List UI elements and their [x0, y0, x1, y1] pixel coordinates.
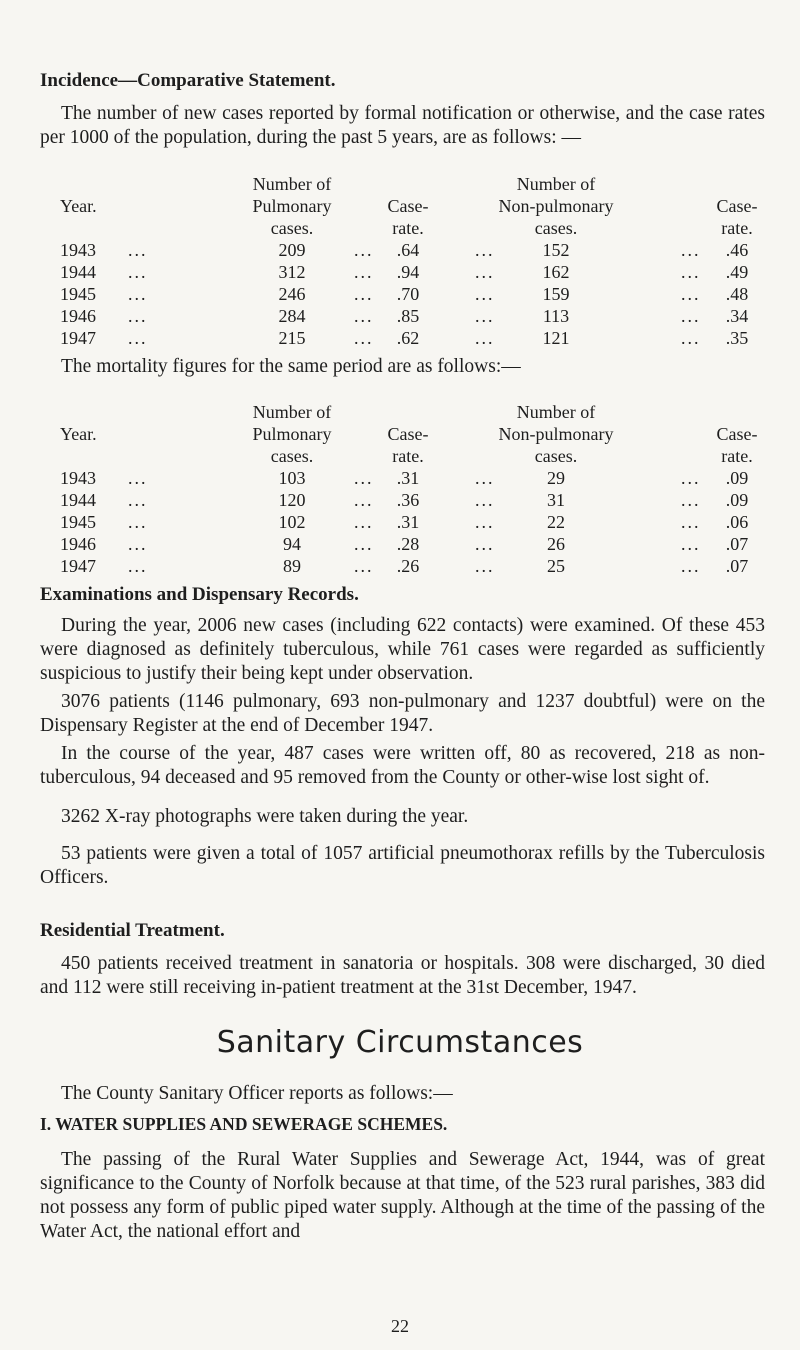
incidence-cell-rate: .64	[396, 240, 420, 260]
incidence-cell-nonpulm: 121	[542, 328, 570, 348]
incidence-header-nonpulm-2: Non-pulmonary	[498, 196, 614, 216]
incidence-cell-year: 1944	[60, 262, 96, 282]
mortality-leader-dots: ...	[354, 490, 374, 510]
mortality-leader-dots: ...	[354, 468, 374, 488]
incidence-header-rate2-2: rate.	[721, 218, 753, 238]
mortality-header-nonpulm-3: cases.	[534, 446, 578, 466]
mortality-leader-dots: ...	[354, 556, 374, 576]
residential-heading: Residential Treatment.	[40, 920, 225, 941]
incidence-cell-pulm: 215	[278, 328, 306, 348]
mortality-cell-rate: .36	[396, 490, 420, 510]
mortality-cell-rate: .28	[396, 534, 420, 554]
incidence-leader-dots: ...	[128, 328, 148, 348]
incidence-header-rate-1: Case-	[387, 196, 429, 216]
mortality-leader-dots: ...	[681, 468, 701, 488]
incidence-cell-pulm: 284	[278, 306, 306, 326]
mortality-cell-rate2: .09	[725, 468, 749, 488]
incidence-leader-dots: ...	[354, 284, 374, 304]
incidence-leader-dots: ...	[354, 240, 374, 260]
incidence-header-nonpulm-1: Number of	[516, 174, 596, 194]
incidence-cell-pulm: 246	[278, 284, 306, 304]
examinations-paragraph-1: During the year, 2006 new cases (including 622 contacts) were examined. Of these 453 were diagnosed as definitely tuberculous, while 761 cases were regarded as sufficiently suspicious to justify their being kept under observation.	[40, 615, 765, 684]
incidence-leader-dots: ...	[681, 284, 701, 304]
sanitary-intro: The County Sanitary Officer reports as follows:—	[61, 1083, 453, 1104]
mortality-header-rate-2: rate.	[392, 446, 424, 466]
incidence-cell-nonpulm: 159	[542, 284, 570, 304]
examinations-paragraph-5: 53 patients were given a total of 1057 artificial pneumothorax refills by the Tuberculosis Officers.	[40, 843, 765, 888]
mortality-cell-year: 1944	[60, 490, 96, 510]
incidence-leader-dots: ...	[681, 328, 701, 348]
mortality-header-pulm-2: Pulmonary	[252, 424, 332, 444]
mortality-leader-dots: ...	[475, 512, 495, 532]
mortality-leader-dots: ...	[128, 468, 148, 488]
examinations-paragraph-4: 3262 X-ray photographs were taken during the year.	[61, 806, 469, 827]
incidence-leader-dots: ...	[354, 306, 374, 326]
mortality-header-rate2-1: Case-	[716, 424, 758, 444]
mortality-cell-pulm: 102	[278, 512, 306, 532]
mortality-cell-pulm: 89	[283, 556, 301, 576]
mortality-cell-year: 1943	[60, 468, 96, 488]
mortality-leader-dots: ...	[354, 534, 374, 554]
mortality-header-pulm-1: Number of	[252, 402, 332, 422]
mortality-cell-rate2: .06	[725, 512, 749, 532]
mortality-cell-rate: .26	[396, 556, 420, 576]
incidence-leader-dots: ...	[475, 262, 495, 282]
mortality-cell-nonpulm: 25	[547, 556, 565, 576]
examinations-paragraph-2: 3076 patients (1146 pulmonary, 693 non-pulmonary and 1237 doubtful) were on the Dispensary Register at the end of December 1947.	[40, 691, 765, 736]
incidence-cell-pulm: 312	[278, 262, 306, 282]
mortality-header-year: Year.	[60, 424, 97, 444]
mortality-cell-rate2: .07	[725, 556, 749, 576]
incidence-cell-year: 1945	[60, 284, 96, 304]
incidence-cell-rate2: .35	[725, 328, 749, 348]
incidence-leader-dots: ...	[475, 240, 495, 260]
incidence-cell-rate2: .46	[725, 240, 749, 260]
incidence-leader-dots: ...	[681, 240, 701, 260]
mortality-leader-dots: ...	[475, 556, 495, 576]
mortality-cell-nonpulm: 26	[547, 534, 565, 554]
water-supplies-heading: I. WATER SUPPLIES AND SEWERAGE SCHEMES.	[40, 1114, 448, 1134]
incidence-cell-nonpulm: 162	[542, 262, 570, 282]
mortality-leader-dots: ...	[681, 512, 701, 532]
mortality-cell-rate: .31	[396, 512, 420, 532]
incidence-leader-dots: ...	[354, 262, 374, 282]
incidence-cell-rate: .62	[396, 328, 420, 348]
mortality-cell-rate2: .09	[725, 490, 749, 510]
incidence-header-nonpulm-3: cases.	[534, 218, 578, 238]
mortality-cell-rate: .31	[396, 468, 420, 488]
mortality-cell-pulm: 94	[283, 534, 301, 554]
mortality-leader-dots: ...	[681, 534, 701, 554]
mortality-cell-year: 1945	[60, 512, 96, 532]
examinations-paragraph-3: In the course of the year, 487 cases were written off, 80 as recovered, 218 as non-tuberculous, 94 deceased and 95 removed from the County or other-wise lost sight of.	[40, 743, 765, 788]
sanitary-title: Sanitary Circumstances	[216, 1025, 584, 1060]
sanitary-paragraph-1: The passing of the Rural Water Supplies and Sewerage Act, 1944, was of great significance to the County of Norfolk because at that time, of the 523 rural parishes, 383 did not possess any form of public piped water supply. Although at the time of the passing of the Water Act, the national effort and	[40, 1149, 765, 1242]
incidence-cell-rate: .70	[396, 284, 420, 304]
incidence-cell-pulm: 209	[278, 240, 306, 260]
incidence-cell-year: 1947	[60, 328, 96, 348]
mortality-leader-dots: ...	[475, 468, 495, 488]
mortality-cell-year: 1946	[60, 534, 96, 554]
incidence-cell-rate2: .49	[725, 262, 749, 282]
incidence-cell-rate2: .48	[725, 284, 749, 304]
incidence-cell-rate: .94	[396, 262, 420, 282]
incidence-leader-dots: ...	[681, 262, 701, 282]
incidence-cell-rate: .85	[396, 306, 420, 326]
mortality-leader-dots: ...	[128, 512, 148, 532]
incidence-header-rate-2: rate.	[392, 218, 424, 238]
mortality-header-rate2-2: rate.	[721, 446, 753, 466]
incidence-leader-dots: ...	[354, 328, 374, 348]
incidence-leader-dots: ...	[681, 306, 701, 326]
mortality-leader-dots: ...	[128, 534, 148, 554]
incidence-leader-dots: ...	[128, 284, 148, 304]
mortality-cell-pulm: 120	[278, 490, 306, 510]
incidence-leader-dots: ...	[128, 240, 148, 260]
incidence-cell-nonpulm: 152	[542, 240, 570, 260]
mortality-cell-pulm: 103	[278, 468, 306, 488]
mortality-leader-dots: ...	[475, 490, 495, 510]
mortality-cell-nonpulm: 22	[547, 512, 565, 532]
mortality-leader-dots: ...	[128, 556, 148, 576]
mortality-header-nonpulm-1: Number of	[516, 402, 596, 422]
mortality-intro: The mortality figures for the same period are as follows:—	[61, 356, 521, 377]
incidence-leader-dots: ...	[475, 306, 495, 326]
incidence-cell-nonpulm: 113	[542, 306, 570, 326]
examinations-heading: Examinations and Dispensary Records.	[40, 584, 359, 605]
incidence-leader-dots: ...	[475, 284, 495, 304]
incidence-leader-dots: ...	[475, 328, 495, 348]
incidence-heading: Incidence—Comparative Statement.	[40, 70, 336, 91]
incidence-leader-dots: ...	[128, 306, 148, 326]
incidence-cell-rate2: .34	[725, 306, 749, 326]
mortality-leader-dots: ...	[475, 534, 495, 554]
mortality-cell-nonpulm: 29	[547, 468, 565, 488]
mortality-header-nonpulm-2: Non-pulmonary	[498, 424, 614, 444]
page-number: 22	[391, 1316, 409, 1336]
mortality-cell-year: 1947	[60, 556, 96, 576]
incidence-cell-year: 1946	[60, 306, 96, 326]
incidence-intro: The number of new cases reported by formal notification or otherwise, and the case rates per 1000 of the population, during the past 5 years, are as follows: —	[40, 103, 765, 148]
mortality-leader-dots: ...	[681, 490, 701, 510]
mortality-cell-rate2: .07	[725, 534, 749, 554]
mortality-leader-dots: ...	[681, 556, 701, 576]
incidence-cell-year: 1943	[60, 240, 96, 260]
mortality-cell-nonpulm: 31	[547, 490, 565, 510]
incidence-header-rate2-1: Case-	[716, 196, 758, 216]
incidence-leader-dots: ...	[128, 262, 148, 282]
incidence-header-pulm-2: Pulmonary	[252, 196, 332, 216]
residential-paragraph-1: 450 patients received treatment in sanatoria or hospitals. 308 were discharged, 30 died and 112 were still receiving in-patient treatment at the 31st December, 1947.	[40, 953, 765, 998]
incidence-header-pulm-3: cases.	[270, 218, 314, 238]
mortality-header-pulm-3: cases.	[270, 446, 314, 466]
mortality-leader-dots: ...	[128, 490, 148, 510]
incidence-header-year: Year.	[60, 196, 97, 216]
mortality-header-rate-1: Case-	[387, 424, 429, 444]
incidence-header-pulm-1: Number of	[252, 174, 332, 194]
mortality-leader-dots: ...	[354, 512, 374, 532]
